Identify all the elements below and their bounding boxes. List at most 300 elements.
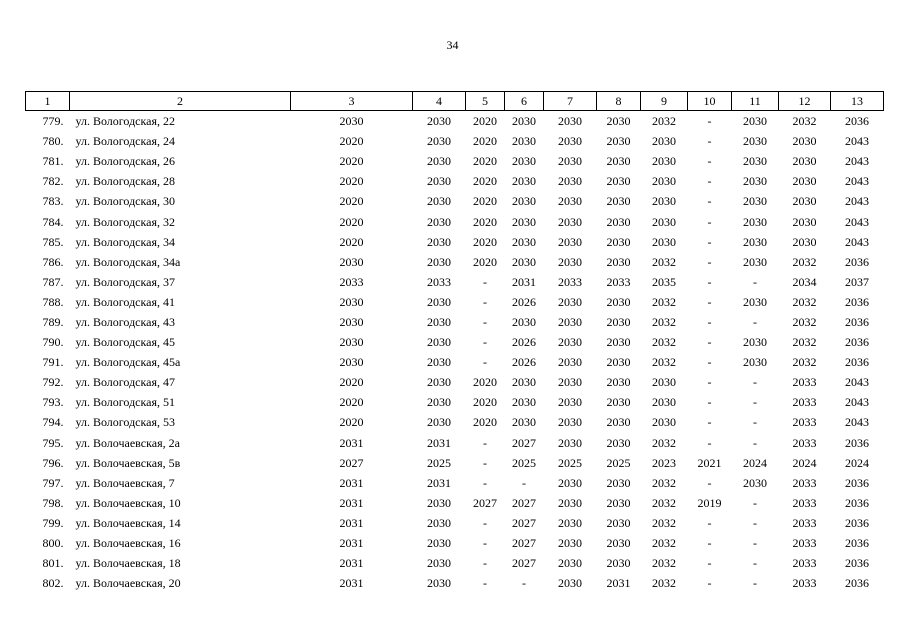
street-address: ул. Вологодская, 45а — [75, 355, 181, 370]
year-cell: - — [707, 294, 712, 309]
year-cell: 2030 — [558, 234, 582, 249]
row-number: 802. — [42, 576, 64, 591]
year-cell: 2030 — [743, 154, 767, 169]
year-cell: 2030 — [558, 415, 582, 430]
year-cell: 2030 — [652, 395, 676, 410]
street-address: ул. Волочаевская, 14 — [75, 515, 181, 530]
year-cell: 2024 — [792, 455, 817, 470]
year-cell: 2030 — [792, 234, 817, 249]
year-cell: 2036 — [845, 435, 869, 450]
year-cell: 2027 — [512, 495, 536, 510]
year-cell: 2033 — [792, 556, 817, 571]
year-cell: 2031 — [339, 576, 364, 591]
column-header: 7 — [544, 92, 597, 111]
street-address: ул. Вологодская, 26 — [75, 154, 175, 169]
year-cell: - — [707, 314, 712, 329]
column-header: 8 — [597, 92, 641, 111]
year-cell: 2033 — [792, 375, 817, 390]
year-cell: - — [522, 475, 526, 490]
year-cell: 2030 — [427, 335, 451, 350]
column-header: 5 — [466, 92, 505, 111]
year-cell: 2036 — [845, 515, 869, 530]
year-cell: - — [707, 234, 712, 249]
table-row — [26, 372, 884, 392]
year-cell: - — [753, 375, 757, 390]
year-cell: 2020 — [339, 194, 364, 209]
year-cell: 2031 — [339, 536, 364, 551]
year-cell: 2043 — [845, 234, 869, 249]
year-cell: 2020 — [473, 114, 497, 129]
year-cell: - — [483, 536, 487, 551]
year-cell: 2030 — [606, 355, 631, 370]
year-cell: 2033 — [427, 274, 451, 289]
row-number: 791. — [42, 355, 64, 370]
year-cell: 2043 — [845, 194, 869, 209]
year-cell: 2033 — [792, 536, 817, 551]
year-cell: 2043 — [845, 154, 869, 169]
year-cell: - — [707, 274, 712, 289]
table-row — [26, 252, 884, 272]
year-cell: 2033 — [792, 475, 817, 490]
table-row — [26, 332, 884, 352]
year-cell: 2030 — [339, 355, 364, 370]
year-cell: - — [707, 375, 712, 390]
year-cell: 2030 — [652, 375, 676, 390]
year-cell: - — [707, 415, 712, 430]
year-cell: - — [707, 194, 712, 209]
year-cell: 2030 — [558, 435, 582, 450]
year-cell: 2030 — [558, 214, 582, 229]
year-cell: 2032 — [652, 294, 676, 309]
column-header: 9 — [641, 92, 688, 111]
table-row — [26, 453, 884, 473]
year-cell: 2030 — [427, 395, 451, 410]
table-row — [26, 493, 884, 513]
street-address: ул. Вологодская, 53 — [75, 415, 175, 430]
year-cell: 2032 — [792, 254, 817, 269]
year-cell: 2030 — [606, 395, 631, 410]
year-cell: 2030 — [512, 134, 536, 149]
year-cell: 2036 — [845, 536, 869, 551]
table-row — [26, 211, 884, 231]
year-cell: 2030 — [743, 355, 767, 370]
year-cell: 2030 — [606, 214, 631, 229]
year-cell: - — [522, 576, 526, 591]
year-cell: 2031 — [427, 475, 451, 490]
column-header: 3 — [291, 92, 413, 111]
year-cell: 2020 — [473, 214, 497, 229]
year-cell: 2030 — [558, 576, 582, 591]
year-cell: 2020 — [473, 395, 497, 410]
year-cell: 2030 — [427, 375, 451, 390]
year-cell: 2032 — [652, 475, 676, 490]
table-row — [26, 272, 884, 292]
street-address: ул. Вологодская, 30 — [75, 194, 175, 209]
year-cell: 2030 — [512, 395, 536, 410]
year-cell: 2031 — [339, 515, 364, 530]
year-cell: 2032 — [652, 355, 676, 370]
street-address: ул. Вологодская, 34 — [75, 234, 175, 249]
year-cell: - — [707, 254, 712, 269]
year-cell: - — [483, 475, 487, 490]
street-address: ул. Волочаевская, 18 — [75, 556, 181, 571]
year-cell: 2020 — [473, 375, 497, 390]
year-cell: - — [707, 335, 712, 350]
year-cell: - — [753, 536, 757, 551]
row-number: 779. — [42, 114, 64, 129]
year-cell: 2019 — [697, 495, 722, 510]
year-cell: 2030 — [606, 294, 631, 309]
year-cell: 2030 — [606, 314, 631, 329]
year-cell: 2030 — [339, 114, 364, 129]
street-address: ул. Вологодская, 37 — [75, 274, 175, 289]
year-cell: 2032 — [792, 335, 817, 350]
year-cell: - — [707, 536, 712, 551]
column-header: 4 — [413, 92, 466, 111]
year-cell: - — [753, 314, 757, 329]
street-address: ул. Вологодская, 47 — [75, 375, 175, 390]
year-cell: 2030 — [743, 134, 767, 149]
street-address: ул. Волочаевская, 7 — [75, 475, 175, 490]
table-row — [26, 151, 884, 171]
table-header-row — [26, 92, 884, 111]
year-cell: 2030 — [606, 415, 631, 430]
year-cell: 2030 — [743, 294, 767, 309]
table-row — [26, 473, 884, 493]
year-cell: - — [483, 274, 487, 289]
year-cell: - — [483, 314, 487, 329]
year-cell: 2030 — [427, 294, 451, 309]
year-cell: 2033 — [606, 274, 631, 289]
year-cell: 2032 — [792, 355, 817, 370]
year-cell: 2030 — [427, 415, 451, 430]
row-number: 785. — [42, 234, 64, 249]
year-cell: 2030 — [558, 355, 582, 370]
year-cell: 2030 — [792, 154, 817, 169]
year-cell: 2030 — [743, 254, 767, 269]
year-cell: 2030 — [606, 375, 631, 390]
year-cell: 2020 — [473, 254, 497, 269]
year-cell: 2030 — [427, 515, 451, 530]
year-cell: 2020 — [339, 375, 364, 390]
schedule-table — [25, 91, 884, 593]
year-cell: - — [483, 355, 487, 370]
street-address: ул. Вологодская, 24 — [75, 134, 175, 149]
column-header: 2 — [70, 92, 291, 111]
year-cell: 2030 — [743, 194, 767, 209]
year-cell: 2036 — [845, 576, 869, 591]
year-cell: - — [707, 134, 712, 149]
year-cell: 2030 — [606, 234, 631, 249]
year-cell: 2020 — [339, 174, 364, 189]
year-cell: 2036 — [845, 114, 869, 129]
table-row — [26, 131, 884, 151]
year-cell: 2030 — [427, 174, 451, 189]
row-number: 788. — [42, 294, 64, 309]
year-cell: - — [483, 455, 487, 470]
year-cell: 2030 — [558, 294, 582, 309]
year-cell: 2030 — [558, 515, 582, 530]
year-cell: - — [707, 475, 712, 490]
row-number: 784. — [42, 214, 64, 229]
row-number: 795. — [42, 435, 64, 450]
year-cell: 2030 — [427, 234, 451, 249]
row-number: 801. — [42, 556, 64, 571]
year-cell: 2030 — [558, 375, 582, 390]
year-cell: 2020 — [473, 174, 497, 189]
year-cell: - — [707, 114, 712, 129]
row-number: 790. — [42, 335, 64, 350]
year-cell: - — [483, 515, 487, 530]
year-cell: 2020 — [473, 415, 497, 430]
year-cell: 2036 — [845, 314, 869, 329]
year-cell: - — [707, 556, 712, 571]
year-cell: 2020 — [339, 415, 364, 430]
year-cell: 2043 — [845, 375, 869, 390]
year-cell: 2030 — [558, 556, 582, 571]
year-cell: 2030 — [427, 355, 451, 370]
street-address: ул. Волочаевская, 16 — [75, 536, 181, 551]
year-cell: 2030 — [558, 254, 582, 269]
year-cell: 2032 — [652, 576, 676, 591]
year-cell: 2030 — [606, 495, 631, 510]
year-cell: 2025 — [427, 455, 451, 470]
year-cell: 2033 — [792, 576, 817, 591]
year-cell: 2025 — [558, 455, 582, 470]
year-cell: 2034 — [792, 274, 817, 289]
year-cell: 2031 — [427, 435, 451, 450]
page-number: 34 — [446, 38, 459, 52]
year-cell: 2036 — [845, 475, 869, 490]
year-cell: 2030 — [512, 314, 536, 329]
year-cell: 2030 — [339, 335, 364, 350]
year-cell: 2043 — [845, 415, 869, 430]
street-address: ул. Вологодская, 51 — [75, 395, 175, 410]
year-cell: - — [753, 556, 757, 571]
year-cell: 2030 — [743, 234, 767, 249]
year-cell: 2021 — [697, 455, 722, 470]
table-row — [26, 392, 884, 412]
year-cell: 2030 — [512, 254, 536, 269]
year-cell: - — [483, 294, 487, 309]
column-header: 1 — [26, 92, 70, 111]
year-cell: 2036 — [845, 294, 869, 309]
year-cell: 2033 — [339, 274, 364, 289]
table-row — [26, 412, 884, 432]
year-cell: 2030 — [427, 495, 451, 510]
year-cell: 2030 — [558, 495, 582, 510]
row-number: 786. — [42, 254, 64, 269]
year-cell: 2030 — [339, 294, 364, 309]
column-header: 12 — [779, 92, 831, 111]
table-row — [26, 232, 884, 252]
year-cell: 2030 — [427, 134, 451, 149]
year-cell: 2030 — [558, 114, 582, 129]
year-cell: 2026 — [512, 355, 536, 370]
year-cell: 2025 — [512, 455, 536, 470]
year-cell: 2032 — [652, 254, 676, 269]
year-cell: 2030 — [792, 214, 817, 229]
year-cell: 2030 — [558, 314, 582, 329]
year-cell: 2020 — [473, 194, 497, 209]
year-cell: - — [753, 415, 757, 430]
year-cell: 2030 — [427, 314, 451, 329]
year-cell: 2030 — [427, 194, 451, 209]
year-cell: 2032 — [792, 114, 817, 129]
year-cell: 2032 — [652, 536, 676, 551]
year-cell: 2032 — [652, 495, 676, 510]
year-cell: 2020 — [473, 234, 497, 249]
street-address: ул. Вологодская, 34а — [75, 254, 181, 269]
year-cell: 2030 — [652, 194, 676, 209]
year-cell: 2033 — [792, 435, 817, 450]
year-cell: 2030 — [558, 194, 582, 209]
row-number: 797. — [42, 475, 64, 490]
year-cell: 2030 — [339, 314, 364, 329]
table-row — [26, 533, 884, 553]
year-cell: 2030 — [652, 234, 676, 249]
year-cell: - — [753, 435, 757, 450]
year-cell: 2030 — [427, 536, 451, 551]
year-cell: 2020 — [339, 214, 364, 229]
row-number: 782. — [42, 174, 64, 189]
year-cell: - — [753, 274, 757, 289]
year-cell: 2027 — [473, 495, 497, 510]
row-number: 787. — [42, 274, 64, 289]
year-cell: 2027 — [339, 455, 364, 470]
street-address: ул. Волочаевская, 5в — [75, 455, 181, 470]
year-cell: - — [483, 335, 487, 350]
year-cell: 2043 — [845, 174, 869, 189]
year-cell: 2033 — [792, 495, 817, 510]
year-cell: 2030 — [652, 415, 676, 430]
year-cell: 2036 — [845, 254, 869, 269]
street-address: ул. Волочаевская, 2а — [75, 435, 180, 450]
year-cell: 2020 — [339, 234, 364, 249]
year-cell: 2030 — [606, 174, 631, 189]
year-cell: 2036 — [845, 335, 869, 350]
year-cell: 2026 — [512, 294, 536, 309]
year-cell: 2043 — [845, 214, 869, 229]
year-cell: 2030 — [743, 114, 767, 129]
year-cell: 2036 — [845, 556, 869, 571]
year-cell: 2032 — [652, 515, 676, 530]
year-cell: 2030 — [652, 214, 676, 229]
table-row — [26, 292, 884, 312]
year-cell: 2030 — [606, 154, 631, 169]
table-row — [26, 553, 884, 573]
row-number: 783. — [42, 194, 64, 209]
year-cell: 2025 — [606, 455, 631, 470]
year-cell: 2030 — [512, 174, 536, 189]
year-cell: 2030 — [427, 576, 451, 591]
year-cell: 2030 — [558, 536, 582, 551]
year-cell: 2043 — [845, 395, 869, 410]
year-cell: 2030 — [606, 335, 631, 350]
year-cell: 2032 — [792, 314, 817, 329]
year-cell: 2030 — [558, 335, 582, 350]
year-cell: 2030 — [427, 114, 451, 129]
year-cell: 2030 — [512, 154, 536, 169]
row-number: 796. — [42, 455, 64, 470]
year-cell: 2027 — [512, 435, 536, 450]
year-cell: - — [707, 515, 712, 530]
column-header: 11 — [732, 92, 779, 111]
row-number: 792. — [42, 375, 64, 390]
table-row — [26, 312, 884, 332]
year-cell: - — [483, 576, 487, 591]
year-cell: 2020 — [473, 154, 497, 169]
table-row — [26, 352, 884, 372]
year-cell: 2030 — [652, 134, 676, 149]
column-header: 13 — [831, 92, 884, 111]
year-cell: 2030 — [558, 395, 582, 410]
year-cell: 2030 — [606, 114, 631, 129]
year-cell: - — [707, 435, 712, 450]
year-cell: 2030 — [743, 214, 767, 229]
year-cell: 2030 — [558, 154, 582, 169]
year-cell: 2027 — [512, 515, 536, 530]
year-cell: 2031 — [512, 274, 536, 289]
year-cell: 2031 — [339, 475, 364, 490]
year-cell: 2030 — [558, 475, 582, 490]
table-row — [26, 573, 884, 593]
year-cell: 2031 — [339, 435, 364, 450]
year-cell: 2030 — [558, 174, 582, 189]
year-cell: 2037 — [845, 274, 869, 289]
year-cell: 2030 — [512, 234, 536, 249]
year-cell: 2030 — [427, 214, 451, 229]
year-cell: 2030 — [512, 194, 536, 209]
year-cell: 2030 — [652, 154, 676, 169]
year-cell: - — [707, 355, 712, 370]
year-cell: 2030 — [606, 536, 631, 551]
year-cell: 2030 — [512, 114, 536, 129]
year-cell: 2030 — [606, 556, 631, 571]
year-cell: 2030 — [606, 435, 631, 450]
street-address: ул. Вологодская, 28 — [75, 174, 175, 189]
year-cell: 2020 — [339, 395, 364, 410]
street-address: ул. Вологодская, 45 — [75, 335, 175, 350]
year-cell: - — [753, 576, 757, 591]
row-number: 799. — [42, 515, 64, 530]
table-row — [26, 191, 884, 211]
year-cell: - — [707, 576, 712, 591]
street-address: ул. Волочаевская, 20 — [75, 576, 181, 591]
year-cell: 2031 — [606, 576, 631, 591]
year-cell: 2030 — [339, 254, 364, 269]
row-number: 798. — [42, 495, 64, 510]
year-cell: - — [707, 395, 712, 410]
year-cell: - — [707, 214, 712, 229]
year-cell: 2030 — [792, 134, 817, 149]
year-cell: 2030 — [512, 375, 536, 390]
year-cell: 2035 — [652, 274, 676, 289]
year-cell: 2030 — [606, 134, 631, 149]
row-number: 789. — [42, 314, 64, 329]
year-cell: 2030 — [743, 475, 767, 490]
year-cell: 2030 — [512, 415, 536, 430]
row-number: 780. — [42, 134, 64, 149]
table-row — [26, 171, 884, 191]
year-cell: 2030 — [743, 335, 767, 350]
column-header: 6 — [505, 92, 544, 111]
year-cell: 2030 — [792, 194, 817, 209]
year-cell: - — [707, 154, 712, 169]
year-cell: 2024 — [845, 455, 869, 470]
year-cell: 2020 — [339, 134, 364, 149]
table-row — [26, 513, 884, 533]
